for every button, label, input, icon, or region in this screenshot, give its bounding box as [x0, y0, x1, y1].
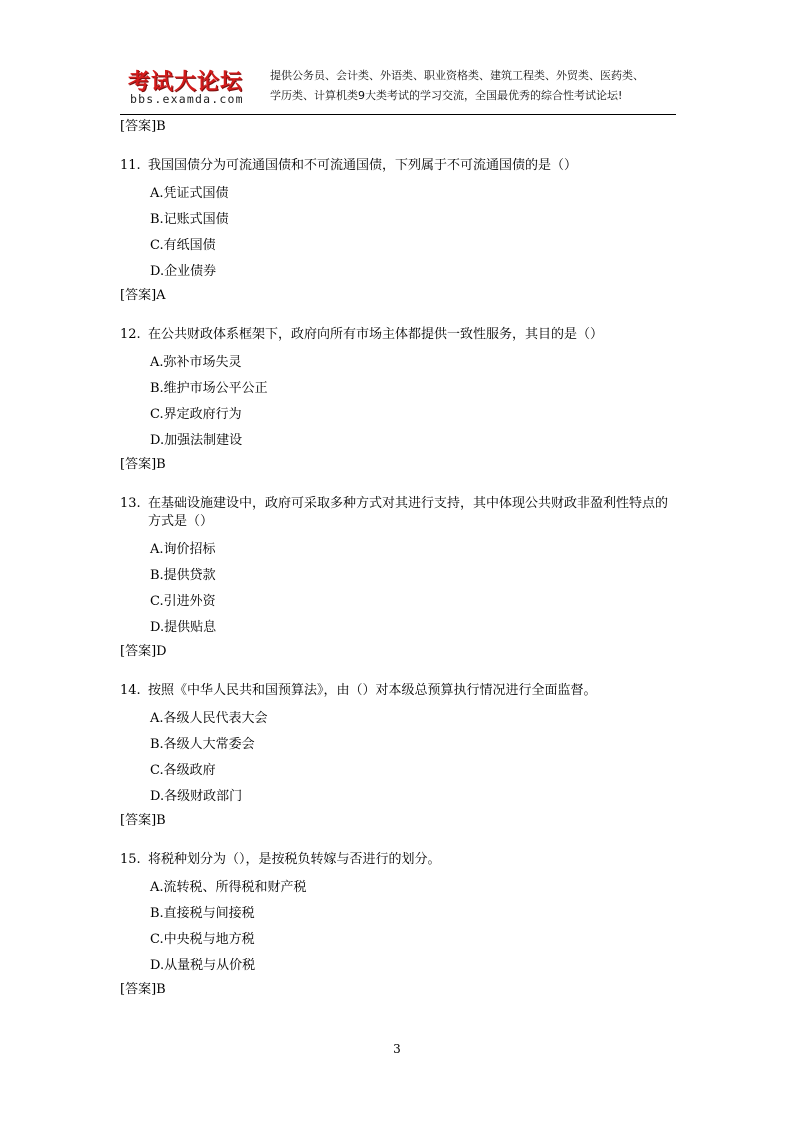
question [120, 157, 680, 175]
option: B.记账式国债 [150, 212, 229, 227]
option: B.提供贷款 [150, 568, 216, 583]
answer-line: [答案]B [120, 813, 166, 828]
option: B.各级人大常委会 [150, 737, 255, 752]
answer-line: [答案]A [120, 288, 166, 303]
question-block [120, 157, 680, 307]
option: A.询价招标 [150, 542, 216, 557]
question [120, 682, 680, 700]
question-number: 12. [120, 327, 141, 342]
page-header [120, 62, 676, 115]
option: C.有纸国债 [150, 238, 216, 253]
question-text: 按照《中华人民共和国预算法》，由（）对本级总预算执行情况进行全面监督。 [148, 683, 597, 698]
question-text: 将税种划分为（），是按税负转嫁与否进行的划分。 [148, 852, 441, 867]
option: C.各级政府 [150, 763, 216, 778]
site-logo [128, 65, 278, 109]
question-block [120, 682, 680, 832]
option: D.各级财政部门 [150, 789, 243, 804]
option: A.弥补市场失灵 [150, 355, 242, 370]
option: A.流转税、所得税和财产税 [150, 880, 307, 895]
question-number: 15. [120, 852, 141, 867]
option: C.引进外资 [150, 594, 216, 609]
option: D.加强法制建设 [150, 433, 243, 448]
question-block [120, 495, 680, 663]
option: D.企业债券 [150, 264, 217, 279]
question-block [120, 326, 680, 476]
option: A.各级人民代表大会 [150, 711, 268, 726]
document-body [120, 116, 680, 1020]
option: C.界定政府行为 [150, 407, 242, 422]
option: D.从量税与从价税 [150, 958, 256, 973]
page-number: 3 [393, 1042, 401, 1056]
question-block [120, 851, 680, 1001]
header-line-2: 学历类、计算机类9大类考试的学习交流，全国最优秀的综合性考试论坛! [270, 89, 623, 102]
answer-line: [答案]B [120, 457, 166, 472]
question-number: 14. [120, 683, 141, 698]
header-description [270, 66, 680, 106]
question [120, 851, 680, 869]
question-text: 在基础设施建设中，政府可采取多种方式对其进行支持，其中体现公共财政非盈利性特点的方式是（） [148, 496, 669, 529]
question-number: 13. [120, 496, 141, 511]
answer-line: [答案]B [120, 119, 166, 134]
question [120, 326, 680, 344]
option: B.直接税与间接税 [150, 906, 255, 921]
option: C.中央税与地方税 [150, 932, 255, 947]
answer-line: [答案]D [120, 644, 167, 659]
option: D.提供贴息 [150, 620, 217, 635]
answer-line: [答案]B [120, 982, 166, 997]
question-text: 我国国债分为可流通国债和不可流通国债，下列属于不可流通国债的是（） [148, 158, 578, 173]
question [120, 495, 680, 531]
question-text: 在公共财政体系框架下，政府向所有市场主体都提供一致性服务，其目的是（） [148, 327, 604, 342]
option: A.凭证式国债 [150, 186, 229, 201]
logo-title: 考试大论坛 [128, 70, 244, 95]
header-line-1: 提供公务员、会计类、外语类、职业资格类、建筑工程类、外贸类、医药类、 [270, 69, 644, 82]
option: B.维护市场公平公正 [150, 381, 268, 396]
logo-url: bbs.examda.com [130, 92, 244, 106]
question-number: 11. [120, 158, 141, 173]
